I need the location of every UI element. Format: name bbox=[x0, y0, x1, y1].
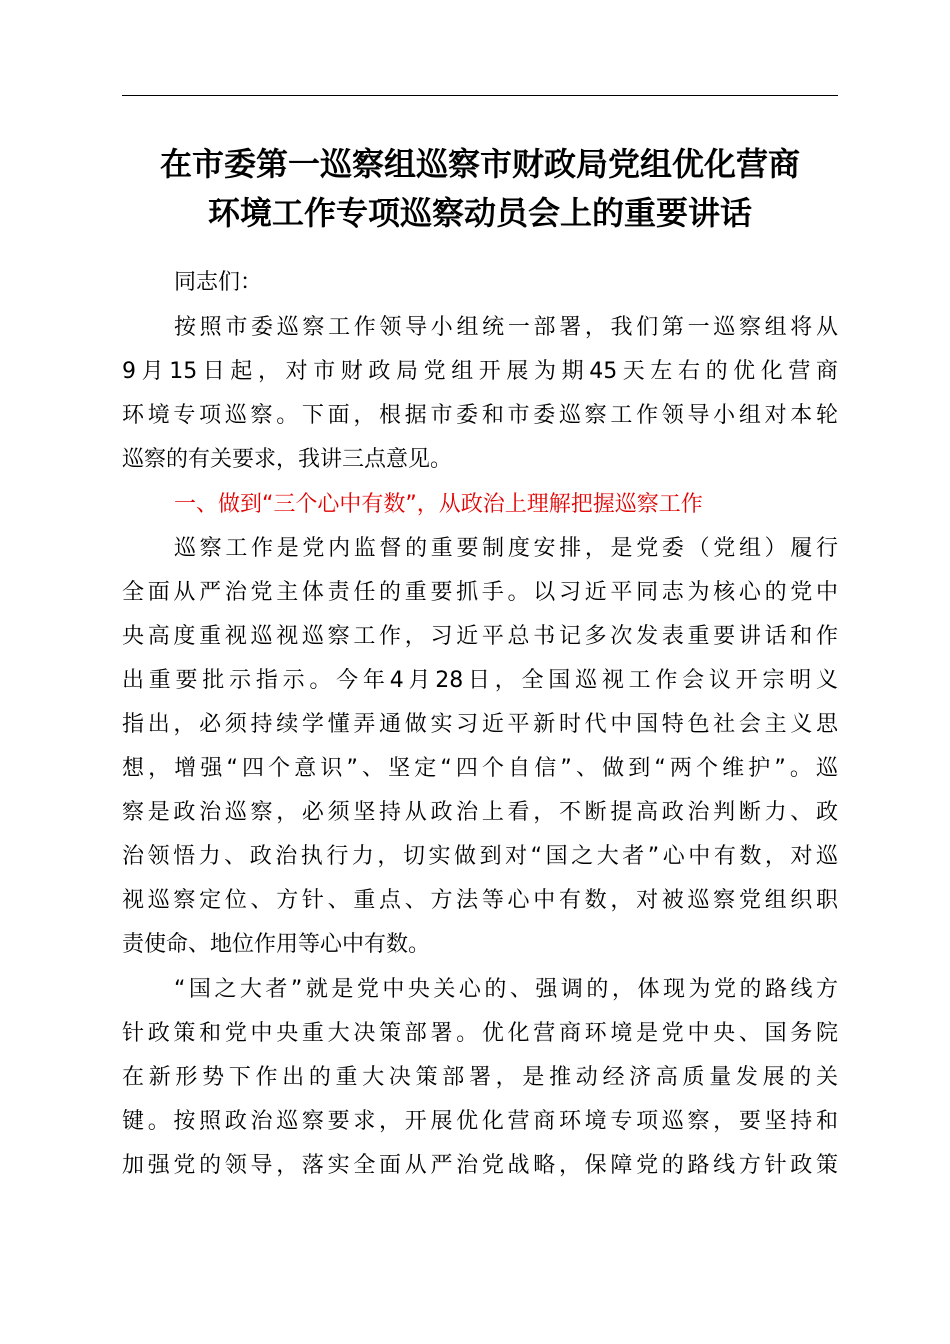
paragraph-line: 想，增强“四个意识”、坚定“四个自信”、做到“两个维护”。巡 bbox=[122, 756, 838, 781]
paragraph-line: 察是政治巡察，必须坚持从政治上看，不断提高政治判断力、政 bbox=[122, 800, 838, 825]
paragraph-line: 环境专项巡察。下面，根据市委和市委巡察工作领导小组对本轮 bbox=[122, 403, 838, 428]
paragraph-line: 键。按照政治巡察要求，开展优化营商环境专项巡察，要坚持和 bbox=[122, 1109, 838, 1134]
section-heading-1: 一、做到“三个心中有数”，从政治上理解把握巡察工作 bbox=[174, 492, 703, 517]
paragraph-line: 9月15日起，对市财政局党组开展为期45天左右的优化营商 bbox=[122, 359, 838, 384]
top-rule bbox=[122, 95, 838, 96]
paragraph-line: 视巡察定位、方针、重点、方法等心中有数，对被巡察党组织职 bbox=[122, 888, 838, 913]
paragraph-line: “国之大者”就是党中央关心的、强调的，体现为党的路线方 bbox=[174, 977, 838, 1002]
paragraph-line: 巡察工作是党内监督的重要制度安排，是党委（党组）履行 bbox=[174, 536, 838, 561]
paragraph-line: 指出，必须持续学懂弄通做实习近平新时代中国特色社会主义思 bbox=[122, 712, 838, 737]
paragraph-line: 全面从严治党主体责任的重要抓手。以习近平同志为核心的党中 bbox=[122, 580, 838, 605]
paragraph-line: 在新形势下作出的重大决策部署，是推动经济高质量发展的关 bbox=[122, 1065, 838, 1090]
paragraph-line: 责使命、地位作用等心中有数。 bbox=[122, 932, 431, 957]
paragraph-line: 按照市委巡察工作领导小组统一部署，我们第一巡察组将从 bbox=[174, 315, 838, 340]
paragraph-line: 治领悟力、政治执行力，切实做到对“国之大者”心中有数，对巡 bbox=[122, 844, 838, 869]
document-title-line-2: 环境工作专项巡察动员会上的重要讲话 bbox=[207, 194, 752, 232]
paragraph-line: 针政策和党中央重大决策部署。优化营商环境是党中央、国务院 bbox=[122, 1021, 838, 1046]
paragraph-line: 央高度重视巡视巡察工作，习近平总书记多次发表重要讲话和作 bbox=[122, 624, 838, 649]
paragraph-line: 加强党的领导，落实全面从严治党战略，保障党的路线方针政策 bbox=[122, 1153, 838, 1178]
paragraph-line: 出重要批示指示。今年4月28日，全国巡视工作会议开宗明义 bbox=[122, 668, 838, 693]
paragraph-line: 巡察的有关要求，我讲三点意见。 bbox=[122, 447, 453, 472]
document-title-line-1: 在市委第一巡察组巡察市财政局党组优化营商 bbox=[159, 145, 800, 183]
salutation: 同志们： bbox=[174, 270, 263, 295]
